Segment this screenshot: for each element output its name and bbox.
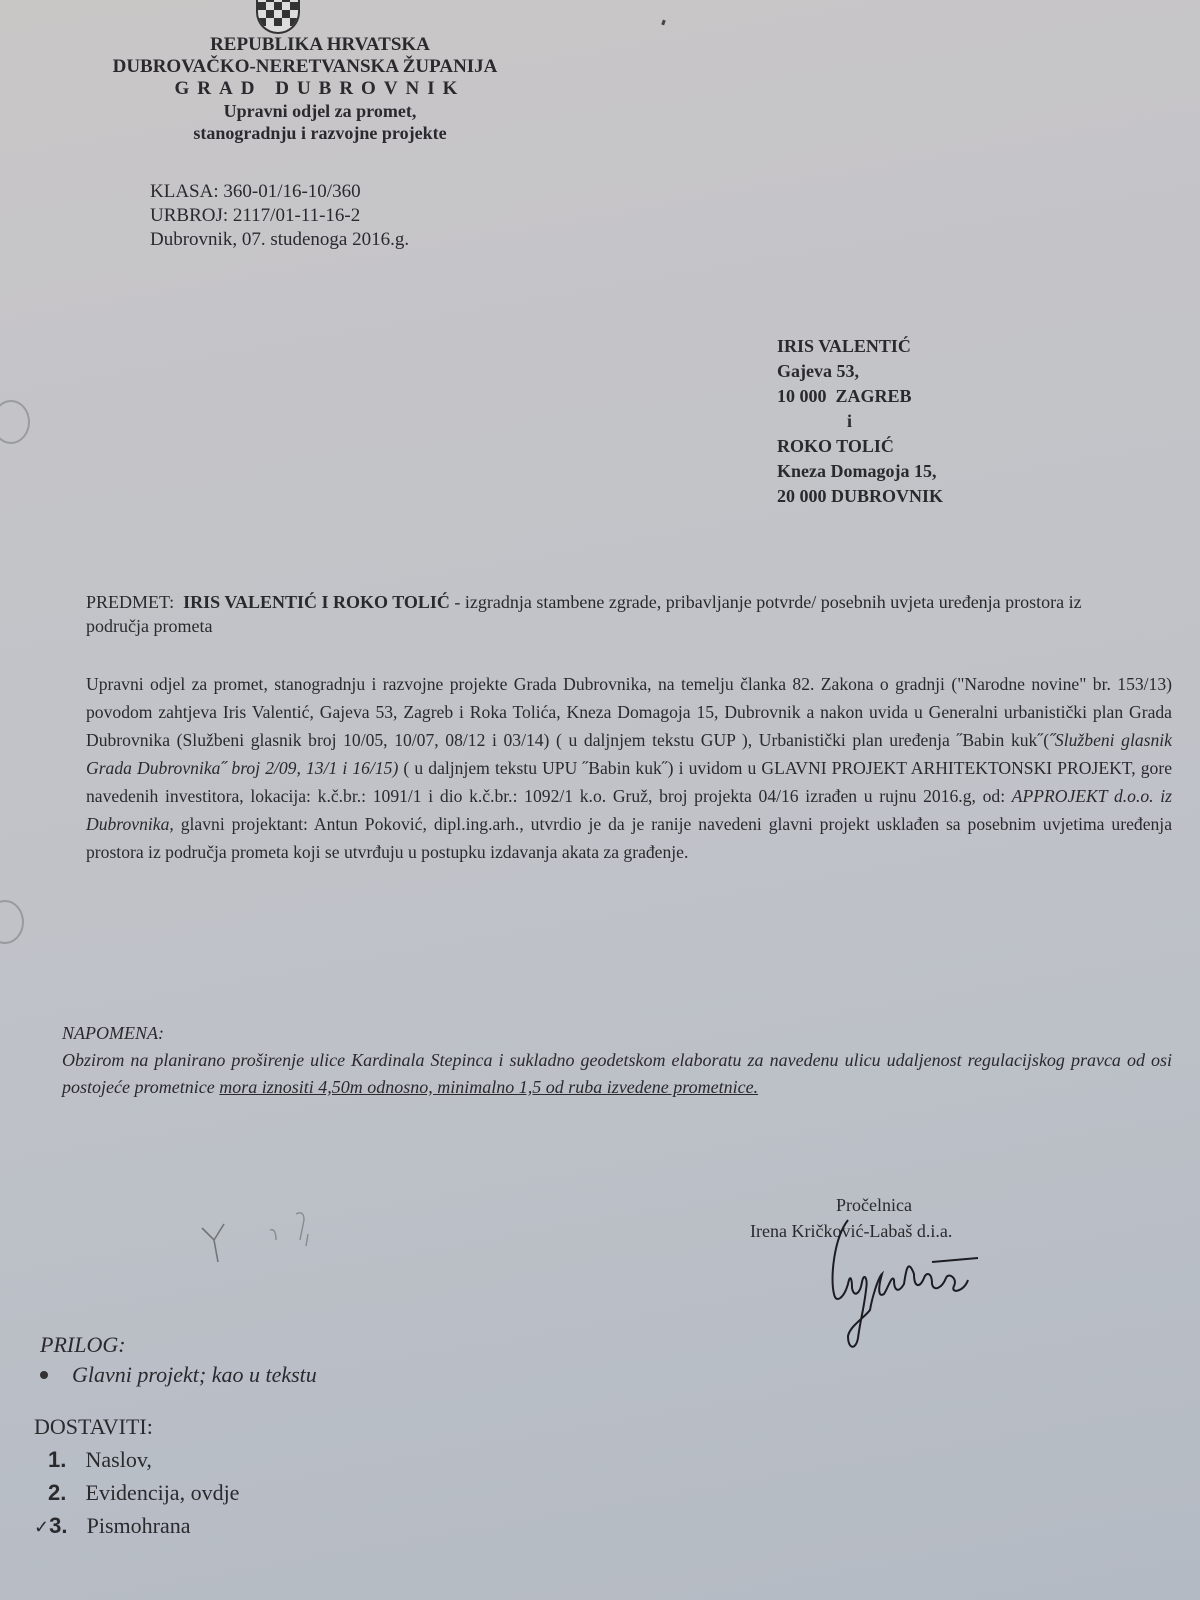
subject-parties: IRIS VALENTIĆ I ROKO TOLIĆ [183, 592, 450, 612]
country-name: REPUBLIKA HRVATSKA [210, 34, 430, 55]
recipient-1-street: Gajeva 53, [777, 361, 859, 381]
item-text: Naslov, [85, 1447, 152, 1472]
urbroj: URBROJ: 2117/01-11-16-2 [150, 205, 361, 226]
recipient-2-city: 20 000 DUBROVNIK [777, 486, 944, 506]
handwritten-signature-icon [808, 1218, 1008, 1358]
body-italic-2: APPROJEKT d.o.o. iz Dubrovnika, [86, 786, 1172, 834]
coat-of-arms-icon [256, 0, 300, 34]
note-section [62, 1020, 1172, 1101]
department-line-2: stanogradnju i razvojne projekte [193, 123, 447, 143]
item-text: Pismohrana [86, 1513, 191, 1538]
recipient-block [777, 334, 943, 509]
attachments-section [40, 1330, 317, 1390]
attachments-label: PRILOG: [40, 1332, 126, 1357]
check-mark-icon: ✓ [34, 1517, 50, 1537]
attachment-item [40, 1360, 317, 1390]
recipient-1-name: IRIS VALENTIĆ [777, 336, 911, 356]
place-date: Dubrovnik, 07. studenoga 2016.g. [150, 229, 410, 250]
item-number: 3. [49, 1513, 68, 1538]
recipient-2-street: Kneza Domagoja 15, [777, 461, 937, 481]
punch-hole-icon [0, 400, 30, 444]
county-name: DUBROVAČKO-NERETVANSKA ŽUPANIJA [112, 56, 498, 77]
recipient-1-city: 10 000 ZAGREB [777, 386, 912, 406]
attachment-item-text: Glavni projekt; kao u tekstu [72, 1362, 317, 1387]
body-text-2: ( u daljnjem tekstu UPU ˝Babin kuk˝) i uvidom u GLAVNI PROJEKT ARHITEKTONSKI PROJEKT, gore navedenih investitora, lokacija: k.č.br.: 1091/1 i dio k.č.br.: 1092/1 k.o. Gruž, broj projekta 04/16 izrađen u rujnu 2016.g, od: [86, 758, 1172, 806]
item-text: Evidencija, ovdje [85, 1480, 240, 1505]
item-number: 1. [48, 1447, 67, 1472]
body-italic-1: ˝Službeni glasnik Grada Dubrovnika˝ broj 2/09, 13/1 i 16/15) [86, 730, 1172, 778]
note-underlined: mora iznositi 4,50m odnosno, minimalno 1,5 od ruba izvedene prometnice. [219, 1077, 759, 1097]
distribution-list [34, 1443, 239, 1544]
note-text: Obzirom na planirano proširenje ulice Kardinala Stepinca i sukladno geodetskom elaboratu za navedenu ulicu udaljenost regulacijskog pravca od osi postojeće prometnice [62, 1050, 1172, 1097]
klasa: KLASA: 360-01/16-10/360 [150, 181, 361, 202]
pencil-mark-icon [200, 1210, 320, 1270]
punch-hole-icon [0, 900, 24, 944]
distribution-item [34, 1509, 239, 1544]
body-text-3: glavni projektant: Antun Poković, dipl.ing.arh., utvrdio je da je ranije navedeni glavni projekt usklađen sa posebnim uvjetima uređenja prostora iz područja prometa koji se utvrđuju u postupku izdavanja akata za građenje. [86, 814, 1172, 862]
city-name: GRAD DUBROVNIK [174, 78, 466, 99]
body-paragraph [86, 670, 1172, 866]
ink-speck [661, 20, 666, 26]
subject-line [86, 590, 1146, 638]
note-label: NAPOMENA: [62, 1023, 164, 1043]
document-reference [150, 180, 409, 252]
bullet-icon [40, 1371, 48, 1379]
distribution-section [34, 1410, 239, 1544]
recipient-2-name: ROKO TOLIĆ [777, 436, 894, 456]
subject-text: - izgradnja stambene zgrade, pribavljanje potvrde/ posebnih uvjeta uređenja prostora iz područja prometa [86, 592, 1082, 636]
signatory-name: Irena Kričković-Labaš d.i.a. [750, 1221, 953, 1241]
body-text-1: Upravni odjel za promet, stanogradnju i razvojne projekte Grada Dubrovnika, na temelju članka 82. Zakona o gradnji ("Narodne novine" br. 153/13) povodom zahtjeva Iris Valentić, Gajeva 53, Zagreb i Roka Tolića, Kneza Domagoja 15, Dubrovnik a nakon uvida u Generalni urbanistički plan Grada Dubrovnika (Službeni glasnik broj 10/05, 10/07, 08/12 i 03/14) ( u daljnjem tekstu GUP ), Urbanistički plan uređenja ˝Babin kuk˝( [86, 674, 1172, 750]
distribution-item [48, 1476, 239, 1509]
department-line-1: Upravni odjel za promet, [223, 101, 417, 121]
recipient-conjunction: i [847, 411, 853, 431]
subject-label: PREDMET: [86, 592, 175, 612]
item-number: 2. [48, 1480, 67, 1505]
distribution-item [48, 1443, 239, 1476]
letterhead [60, 34, 580, 144]
distribution-label: DOSTAVITI: [34, 1414, 153, 1439]
signatory-title: Pročelnica [836, 1195, 912, 1215]
